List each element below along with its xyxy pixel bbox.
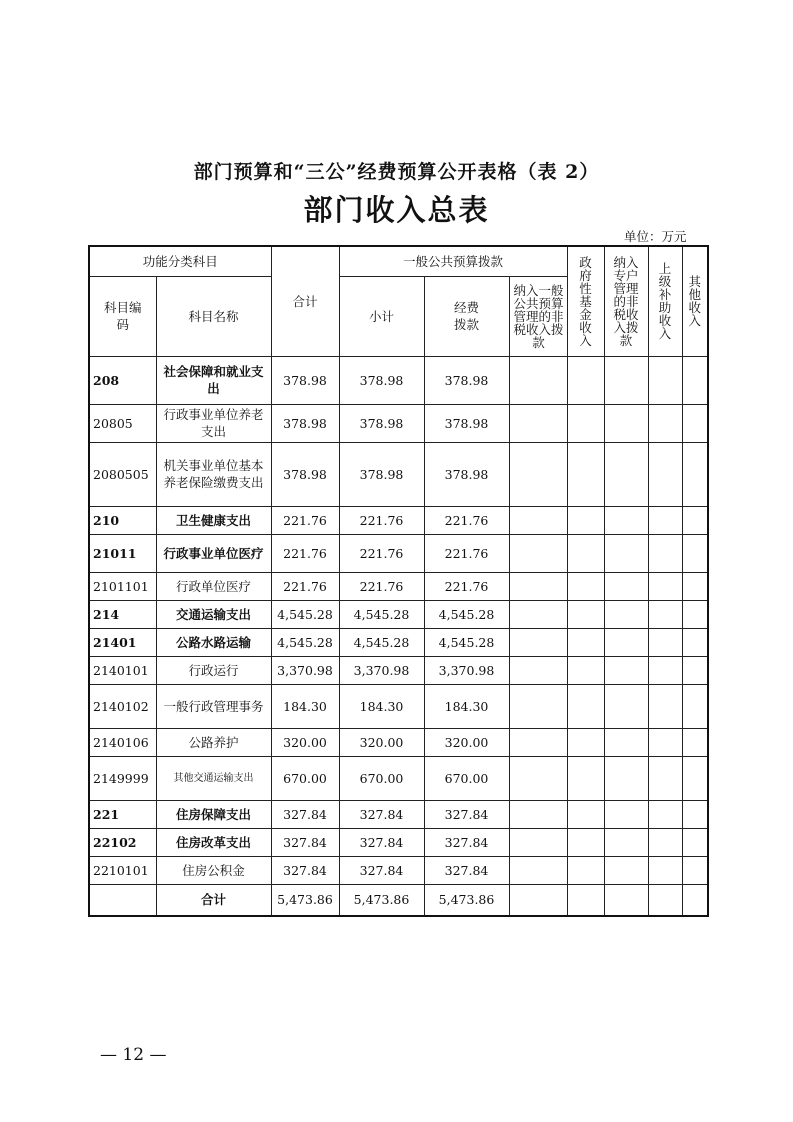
header-total: 合计 [271,246,339,356]
cell-name: 机关事业单位基本养老保险缴费支出 [156,442,271,506]
cell-empty [648,442,682,506]
cell-empty [567,572,604,600]
cell-subtotal: 5,473.86 [339,884,424,916]
cell-funds: 221.76 [424,572,509,600]
cell-empty [648,628,682,656]
cell-name: 一般行政管理事务 [156,684,271,728]
cell-code: 21011 [89,534,156,572]
cell-empty [509,628,567,656]
table-row [89,800,708,828]
cell-empty [648,404,682,442]
cell-total: 221.76 [271,534,339,572]
cell-funds: 4,545.28 [424,628,509,656]
cell-total: 327.84 [271,828,339,856]
cell-empty [682,442,708,506]
table-row [89,656,708,684]
cell-funds: 327.84 [424,856,509,884]
cell-code: 2101101 [89,572,156,600]
cell-name: 公路养护 [156,728,271,756]
cell-funds: 327.84 [424,828,509,856]
header-funds: 经费拨款 [424,276,509,356]
cell-empty [567,828,604,856]
cell-subtotal: 378.98 [339,356,424,404]
table-row [89,828,708,856]
table-row [89,628,708,656]
cell-empty [648,600,682,628]
table-row [89,572,708,600]
cell-funds: 3,370.98 [424,656,509,684]
cell-empty [604,442,648,506]
cell-empty [682,506,708,534]
cell-empty [604,628,648,656]
header-func-category: 功能分类科目 [89,246,271,276]
cell-empty [604,884,648,916]
cell-empty [682,728,708,756]
cell-code: 2140106 [89,728,156,756]
cell-code: 221 [89,800,156,828]
cell-funds: 378.98 [424,356,509,404]
cell-code: 214 [89,600,156,628]
cell-empty [509,856,567,884]
cell-empty [567,356,604,404]
cell-empty [567,506,604,534]
cell-name: 公路水路运输 [156,628,271,656]
cell-empty [567,600,604,628]
cell-empty [648,884,682,916]
cell-empty [682,756,708,800]
cell-empty [648,728,682,756]
table-row [89,442,708,506]
cell-code: 21401 [89,628,156,656]
cell-empty [682,684,708,728]
cell-name: 交通运输支出 [156,600,271,628]
cell-empty [567,656,604,684]
header-gov-fund: 政府性基金收入 [567,246,604,356]
table-row [89,404,708,442]
cell-name: 行政事业单位医疗 [156,534,271,572]
cell-empty [648,828,682,856]
cell-name: 行政单位医疗 [156,572,271,600]
cell-subtotal: 221.76 [339,534,424,572]
table-row [89,728,708,756]
cell-subtotal: 378.98 [339,404,424,442]
cell-total: 378.98 [271,442,339,506]
cell-empty [567,534,604,572]
cell-funds: 378.98 [424,404,509,442]
cell-subtotal: 3,370.98 [339,656,424,684]
cell-funds: 4,545.28 [424,600,509,628]
cell-empty [567,728,604,756]
cell-funds: 378.98 [424,442,509,506]
cell-code: 210 [89,506,156,534]
cell-name: 社会保障和就业支出 [156,356,271,404]
cell-subtotal: 221.76 [339,572,424,600]
cell-empty [604,506,648,534]
cell-empty [648,684,682,728]
cell-empty [509,800,567,828]
cell-subtotal: 327.84 [339,800,424,828]
header-name: 科目名称 [156,276,271,356]
total-row [89,884,708,916]
header-general-budget: 一般公共预算拨款 [339,246,567,276]
cell-empty [682,356,708,404]
cell-empty [648,656,682,684]
cell-empty [604,756,648,800]
cell-code: 2140102 [89,684,156,728]
cell-empty [648,534,682,572]
cell-empty [682,572,708,600]
cell-empty [604,404,648,442]
table-row [89,356,708,404]
cell-empty [509,756,567,800]
cell-subtotal: 184.30 [339,684,424,728]
cell-subtotal: 378.98 [339,442,424,506]
cell-empty [604,656,648,684]
cell-empty [648,506,682,534]
cell-total: 3,370.98 [271,656,339,684]
cell-empty [604,356,648,404]
table-row [89,856,708,884]
cell-empty [567,628,604,656]
cell-subtotal: 221.76 [339,506,424,534]
cell-code: 2080505 [89,442,156,506]
table-row [89,600,708,628]
cell-subtotal: 4,545.28 [339,628,424,656]
header-code: 科目编码 [89,276,156,356]
cell-empty [509,684,567,728]
cell-empty [682,828,708,856]
cell-empty [567,756,604,800]
cell-subtotal: 4,545.28 [339,600,424,628]
cell-empty [648,356,682,404]
cell-subtotal: 327.84 [339,828,424,856]
cell-empty [604,684,648,728]
cell-name: 住房保障支出 [156,800,271,828]
cell-code: 208 [89,356,156,404]
header-nontax: 纳入一般公共预算管理的非税收入拨款 [509,276,567,356]
cell-empty [567,404,604,442]
cell-empty [567,684,604,728]
cell-empty [509,828,567,856]
cell-empty [682,656,708,684]
cell-subtotal: 670.00 [339,756,424,800]
cell-name: 卫生健康支出 [156,506,271,534]
cell-empty [509,404,567,442]
table-row [89,756,708,800]
cell-code: 2210101 [89,856,156,884]
cell-name: 行政事业单位养老支出 [156,404,271,442]
cell-total: 670.00 [271,756,339,800]
cell-empty [604,600,648,628]
cell-empty [509,442,567,506]
cell-code: 20805 [89,404,156,442]
cell-empty [604,856,648,884]
table-row [89,684,708,728]
table-row [89,506,708,534]
header-subtotal: 小计 [339,276,424,356]
cell-empty [509,656,567,684]
cell-empty [509,534,567,572]
cell-empty [509,506,567,534]
cell-total: 184.30 [271,684,339,728]
cell-total: 327.84 [271,800,339,828]
cell-empty [509,728,567,756]
cell-empty [509,600,567,628]
header-other-income: 其他收入 [682,246,708,356]
cell-empty [648,856,682,884]
cell-total: 5,473.86 [271,884,339,916]
cell-empty [604,534,648,572]
cell-empty [648,572,682,600]
cell-empty [682,534,708,572]
cell-empty [604,572,648,600]
cell-empty [509,884,567,916]
header-superior-subsidy: 上级补助收入 [648,246,682,356]
cell-total: 4,545.28 [271,628,339,656]
cell-empty [682,884,708,916]
cell-empty [567,856,604,884]
cell-empty [648,800,682,828]
cell-empty [682,628,708,656]
cell-total: 4,545.28 [271,600,339,628]
cell-empty [682,856,708,884]
cell-empty [604,828,648,856]
cell-empty [682,600,708,628]
cell-funds: 320.00 [424,728,509,756]
cell-code [89,884,156,916]
cell-total: 378.98 [271,404,339,442]
cell-funds: 327.84 [424,800,509,828]
cell-funds: 5,473.86 [424,884,509,916]
cell-funds: 221.76 [424,506,509,534]
cell-total: 378.98 [271,356,339,404]
cell-code: 2140101 [89,656,156,684]
cell-empty [567,884,604,916]
unit-label: 单位：万元 [624,229,687,244]
header-special-account: 纳入专户管理的非税收入拨款 [604,246,648,356]
cell-name: 住房公积金 [156,856,271,884]
table-row [89,534,708,572]
cell-total: 221.76 [271,572,339,600]
cell-total: 327.84 [271,856,339,884]
cell-name: 行政运行 [156,656,271,684]
cell-empty [682,800,708,828]
cell-funds: 670.00 [424,756,509,800]
cell-name: 合计 [156,884,271,916]
cell-name: 住房改革支出 [156,828,271,856]
cell-empty [604,800,648,828]
table-title: 部门收入总表 [303,193,490,227]
cell-total: 320.00 [271,728,339,756]
cell-funds: 221.76 [424,534,509,572]
cell-empty [648,756,682,800]
cell-code: 2149999 [89,756,156,800]
cell-funds: 184.30 [424,684,509,728]
cell-code: 22102 [89,828,156,856]
cell-empty [509,572,567,600]
income-summary-table [88,245,709,917]
cell-empty [604,728,648,756]
cell-empty [567,800,604,828]
cell-total: 221.76 [271,506,339,534]
cell-empty [509,356,567,404]
document-title: 部门预算和“三公”经费预算公开表格（表 2） [193,161,600,183]
cell-empty [567,442,604,506]
page-number: — 12 — [100,1045,167,1065]
cell-name: 其他交通运输支出 [156,756,271,800]
cell-subtotal: 327.84 [339,856,424,884]
cell-empty [682,404,708,442]
cell-subtotal: 320.00 [339,728,424,756]
